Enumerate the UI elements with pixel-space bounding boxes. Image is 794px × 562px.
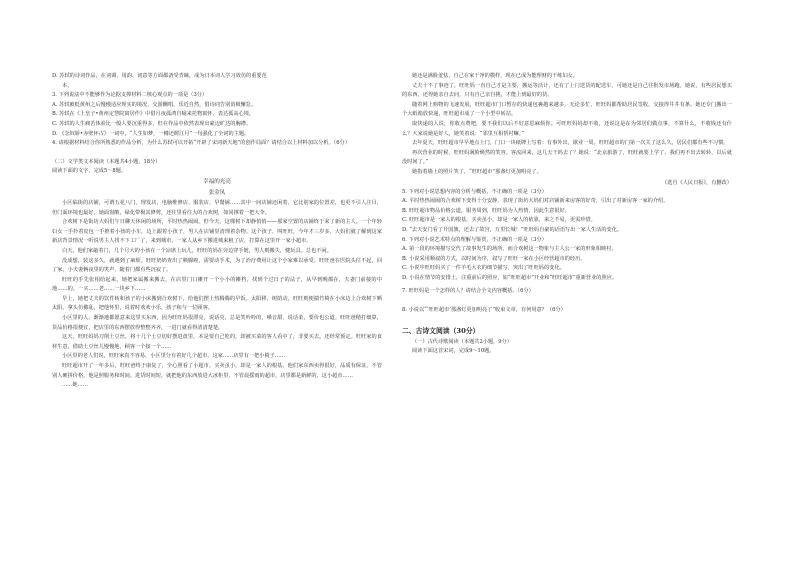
question-3: 3. 下列说法中不能够作为论据支撑材料二核心观点的一项是（3分）: [52, 92, 208, 99]
story-paragraph: 再次营业的时候，旺旺妈满脸焕然的笑容。客流回来，这几天干吗去了？她说：“北京旅游了，旺旺就要上学了，我们再不出去转转，以后就没时间了。”: [402, 149, 732, 166]
option-b: B. 苏轼在《上皇子•黄州定慧院寓居作》中借月夜孤鸿自喻来托物寓怀，表达孤高心境。: [52, 111, 255, 118]
story-paragraph: 旺旺超市开了一年多后，旺旺爸终于康复了，全心照看了小超市。买卖虽小，却是一家人的根基。他们家东西卖得很好，品质有保证，不管别人硬拼价格，他是照服务和时间。进货时间短，就把他的东西放进大冰柜里，不管晨摇雨的超市，店里都是新鲜的，这小超市……: [52, 363, 382, 379]
story-paragraph: 小区临街的店铺，可谓五花八门。理发店、电脑维修店、服装店、早餐铺……其中一间店铺还闲着，它比别家的位置差，也更不引人注目，但门面环境也最好，她面窗敞，绿化带极其修剪，还往里看往大的合欢树，如同撑着一把大伞。: [52, 199, 382, 216]
story-paragraph: 合欢树下是街坊大妈们午日聊天休闲的场所，平时热热闹闹。但今天，这棵树下却静悄悄——那家空置的店铺终于来了新的主人。一个年轻妇女一手拎着皮包一手推着小孩的小车，边上跟着小孩子，男人在店铺里清理着杂物。这个孩子，叫旺旺，今年才三岁多，大妈们就了解到这家新店背景情况一听说男主人找不下工厂了，来到城市，一家人从乡下搬进城来租了店，打算在这里开一家小超市。: [52, 219, 382, 245]
story-paragraph: 随着网上购物的飞速发展，旺旺超市门口暂存的快递包裹越来越多，无论多忙，旺旺妈都帮助居民签收，交接得井井有条。她还专门搬出一个大纸箱放快递，旺旺超市成了一个小型中转站。: [402, 101, 732, 118]
question-8: 8. 小说以“‘旺旺超市’那盏灯更加明亮了”收束文章，有何用意？（6分）: [402, 307, 566, 314]
story-paragraph: 这天，旺旺妈妈刀削土豆丝，将十几个土豆切好摆进盘里，本是要自己吃的，却被买菜的客人看中了，非要买去。还经常预定。旺旺家的食材生意，借助土豆丝儿慢慢地，顾客一个接一个……: [52, 334, 382, 350]
left-column: [52, 72, 382, 391]
option-a: A. 第一段的环境描写交代了故事发生的场所，而合欢树这一物象与主人公一家的形象相映衬。: [402, 246, 617, 253]
story-paragraph: 她指着墙上的照片笑了，“旺旺超市”那盏灯更加明亮了。: [412, 168, 542, 175]
option-a: A. 平时热热闹闹的合欢树下变得十分安静，表现了街坊大妈们对店铺新来房客的好奇，引出了对新房客一家的介绍。: [402, 198, 669, 205]
story-paragraph: 取快递的人说，你收点费吧，要不我们以后不好意思麻烦你。可旺旺妈妈却不收，还说这是在为邻居们做点事，不算什么，不收钱还有什么？大家说她是好人，她笑着说：“邻里互相帮衬嘛。”: [402, 120, 732, 137]
story-paragraph: 没成想，装这多久，就遇到了麻烦。旺旺奶奶查出了胰腺癌，需要动手术，为了治疗费用让这个小家难以承受。旺旺爸在医院头往不起，回了家，小夫妻俩夜里的笑声，随着门都有些沉寂了。: [52, 257, 382, 274]
story-paragraph: 小区里的老人们说，旺旺家真不容易，小区里分有着好几个超市，这家……店里有一把小椅子……: [62, 353, 286, 360]
question-6: 6. 下列对小说艺术特点的理解与鉴赏，不正确的一项是（3分）: [402, 236, 547, 243]
option-b: B. 旺旺超市物品价格公道，服务周到，旺旺妈为人热情，因此生意很好。: [402, 207, 570, 214]
story-author: 张金凤: [208, 189, 226, 196]
option-c: C. 小说中旺旺妈买了一件羊毛大衣的细节描写，突出了旺旺妈的变化。: [402, 265, 565, 272]
story-paragraph: 丈夫十不了事迹了，旺旺妈一直自己才是主要，搬运等活计，还有了上门送货的配送车，可她还是自己往批发市场跑。她说，有些居民想买的东西，还得她亲自去问，只有自己亲自挑，才能上到最好的货。: [402, 82, 732, 99]
question-7: 7. 旺旺妈是一个怎样的人？请结合全文内容概括。（6分）: [402, 288, 534, 295]
section-two-header: 二、古诗文阅读（30分）: [402, 326, 480, 335]
option-d: D. 《念奴娇•赤壁怀古》一词中，“人生如梦，一樽还酹江月”一句强化了全词的主题。: [52, 130, 250, 137]
source-note: （选自《人民日报》，有删改）: [661, 179, 732, 186]
story-paragraph: 去年夏天，旺旺超市早早地点上门，门口一块纸牌上写着：有事外出，歇业一周。旺旺超市的门第一次关了这么久，居民们都有些不习惯。: [412, 140, 729, 147]
right-column: [402, 72, 732, 357]
story-paragraph: ……她……: [62, 382, 88, 389]
story-paragraph: 她还是满脸羞怯，自己在家干净的模样，现在已成为能理财的干练妇女。: [412, 73, 579, 79]
option-d: D. “去天安门看了升国旗，还去了故宫，万里长城！”旺旺妈自豪的话语写出一家人生活的变化。: [402, 226, 623, 233]
option-c: C. 苏轼的人生痛苦体验比一般人要沉重得多，但在作品中依然表现出豪迈旷达的胸襟。: [52, 120, 252, 127]
story-paragraph: 旺旺的手先张相给起来，她把家属搬来搬去，在店里门口摊开一个小小的摊档，找到个过日子的法子，从早到晚都在，夫妻门前接的中地……的。一买……老……一块乡下……: [52, 276, 382, 293]
option-b: B. 小说采用顺叙的方式，以时间为序，叙写了旺旺一家在小区经营超市的经历。: [402, 255, 586, 262]
story-title: 幸福的光亮: [203, 178, 231, 185]
instruction: 阅读下面的文字，完成5～8题。: [52, 168, 127, 175]
story-paragraph: 早上，她把丈夫的饮件转和孩子的小床搬到合欢树下，给他们摆上热腾腾的早饭。太阳移，树荫动，旺旺则便揣竹椅在小床边上合欢树下晒太阳，拿头仿佛乱，把他怀里，说着时欢欢小乐，孩子和与一位顾客。: [52, 295, 382, 312]
section-header: （二）文学类文本阅读（本题共4小题，18分）: [52, 158, 161, 165]
option-a: A. 苏轼被贬黄州之后慢慢适应现实的境况，交游酬唱，乐近自然，借诗词告别消极懈怠。: [52, 101, 257, 108]
option-d: D. 小说在情节的安排上，注重前后的照应，如“旺旺超市”开业和“旺旺超市”重新营业的照应。: [402, 274, 618, 281]
option-text: D. 苏轼的诗词作品，在词调、用韵、词意等方面都备受青睐，成为日本词人学习效仿的重要范: [52, 73, 267, 79]
section-two-instruction: 阅读下面这首宋词，完成9～10题。: [412, 348, 495, 355]
option-text: 本。: [62, 82, 73, 89]
story-paragraph: 小区里的人，渐渐地都愿意来这里买东西，因为旺旺妈很漂亮，说话亮，总是笑吟吟的，嗓音甜，说话柔，要价也公道。旺旺爸精打细算，货品价格很便宜，把店里的东西摆放得整整齐齐，一进门就看得清清楚楚。: [52, 315, 382, 331]
option-c: C. 旺旺超市是一家人的根基，买卖虽小，却是一家人的依靠，来之不易，更需珍惜。: [402, 217, 596, 224]
story-paragraph: 白天，他们家敲着门，几个月大的小孩在一个凉席上玩儿，旺旺的妈在旁边穿手链，男人则搬失，健玩具。总也不闲。: [62, 247, 332, 254]
question-5: 5. 下列对小说思想内容的分析与概括，不正确的一项是（3分）: [402, 188, 547, 195]
section-two-subheader: （一）古代诗歌阅读（本题共2小题，9分）: [412, 338, 512, 345]
question-4: 4. 请根据材料结合你所熟悉的作品分析，为什么苏轼可以开拓“开辟了宋词新天地”的创作局面？请结合以上材料加以分析。（6分）: [52, 140, 350, 147]
